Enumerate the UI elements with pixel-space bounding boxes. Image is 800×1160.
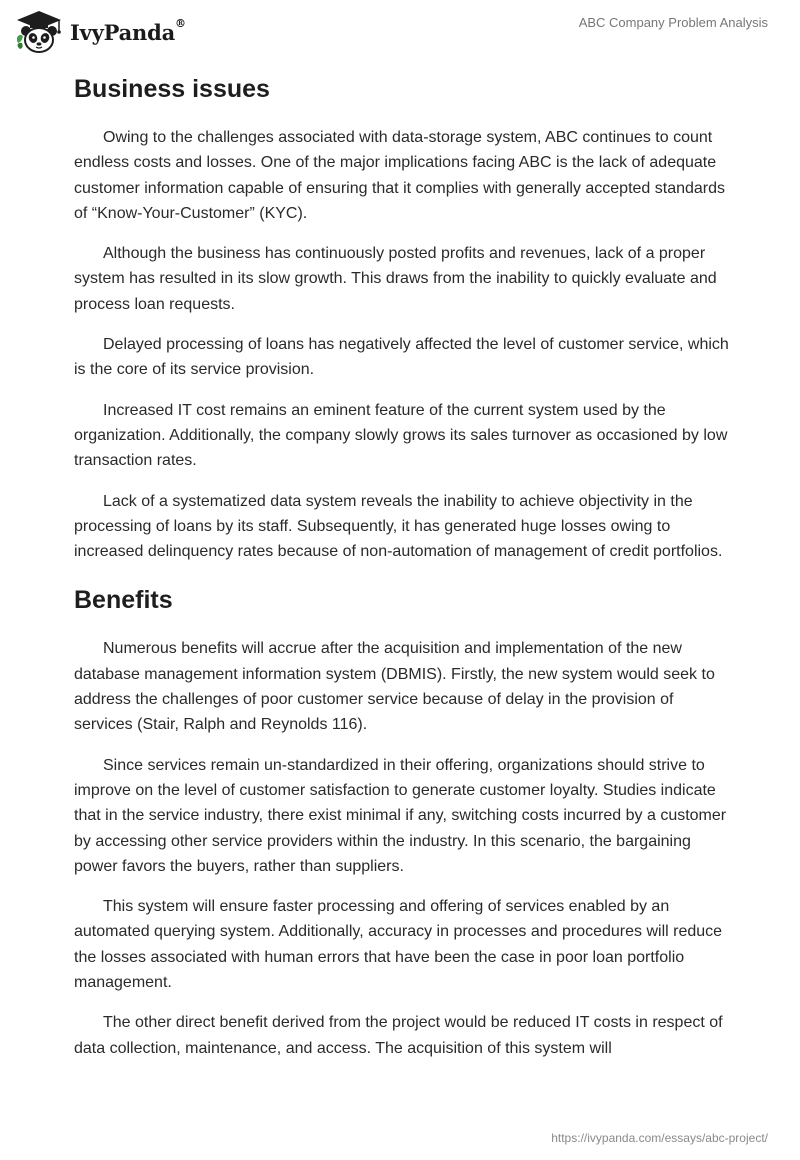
paragraph: Lack of a systematized data system reveals the inability to achieve objectivity in the processing of loans by its staff. Subsequently, it has generated huge losses owing to increased delinquency rates because of non-automation of management of credit portfolios.	[74, 492, 723, 561]
source-url-link[interactable]: https://ivypanda.com/essays/abc-project/	[551, 1131, 768, 1145]
ivypanda-logo[interactable]	[14, 8, 186, 56]
paragraph: Numerous benefits will accrue after the acquisition and implementation of the new database management information system (DBMIS). Firstly, the new system would seek to address the challenges of poor customer service because of delay in the provision of services (Stair, Ralph and Reynolds 116).	[74, 640, 715, 734]
registered-mark: ®	[175, 16, 186, 30]
page-header	[0, 0, 800, 62]
paragraph: Delayed processing of loans has negatively affected the level of customer service, which is the core of its service provision.	[74, 336, 729, 379]
section-heading-business-issues: Business issues	[74, 75, 270, 103]
essay-content	[74, 71, 734, 1076]
paragraph: Increased IT cost remains an eminent feature of the current system used by the organization. Additionally, the company slowly grows its sales turnover as occasioned by low transaction rates.	[74, 401, 728, 470]
paragraph: Since services remain un-standardized in their offering, organizations should strive to improve on the level of customer satisfaction to generate customer loyalty. Studies indicate that in the service industry, there exist minimal if any, switching costs incurred by a customer by accessing other service providers within the industry. In this scenario, the bargaining power favors the buyers, rather than suppliers.	[74, 756, 727, 875]
panda-graduate-icon	[14, 9, 64, 55]
section-heading-benefits: Benefits	[74, 586, 173, 615]
document-title: ABC Company Problem Analysis	[578, 15, 768, 30]
logo-text: IvyPanda®	[70, 16, 186, 45]
paragraph: This system will ensure faster processing and offering of services enabled by an automated querying system. Additionally, accuracy in processes and procedures will reduce the losses associated with human errors that have been the case in poor loan portfolio management.	[74, 898, 723, 992]
paragraph: The other direct benefit derived from the project would be reduced IT costs in respect of data collection, maintenance, and access. The acquisition of this system will	[74, 1014, 723, 1057]
paragraph: Owing to the challenges associated with data-storage system, ABC continues to count endless costs and losses. One of the major implications facing ABC is the lack of adequate customer information capable of ensuring that it complies with generally accepted standards of “Know-Your-Customer” (KYC).	[74, 129, 726, 222]
paragraph: Although the business has continuously posted profits and revenues, lack of a proper system has resulted in its slow growth. This draws from the inability to quickly evaluate and process loan requests.	[74, 245, 717, 313]
